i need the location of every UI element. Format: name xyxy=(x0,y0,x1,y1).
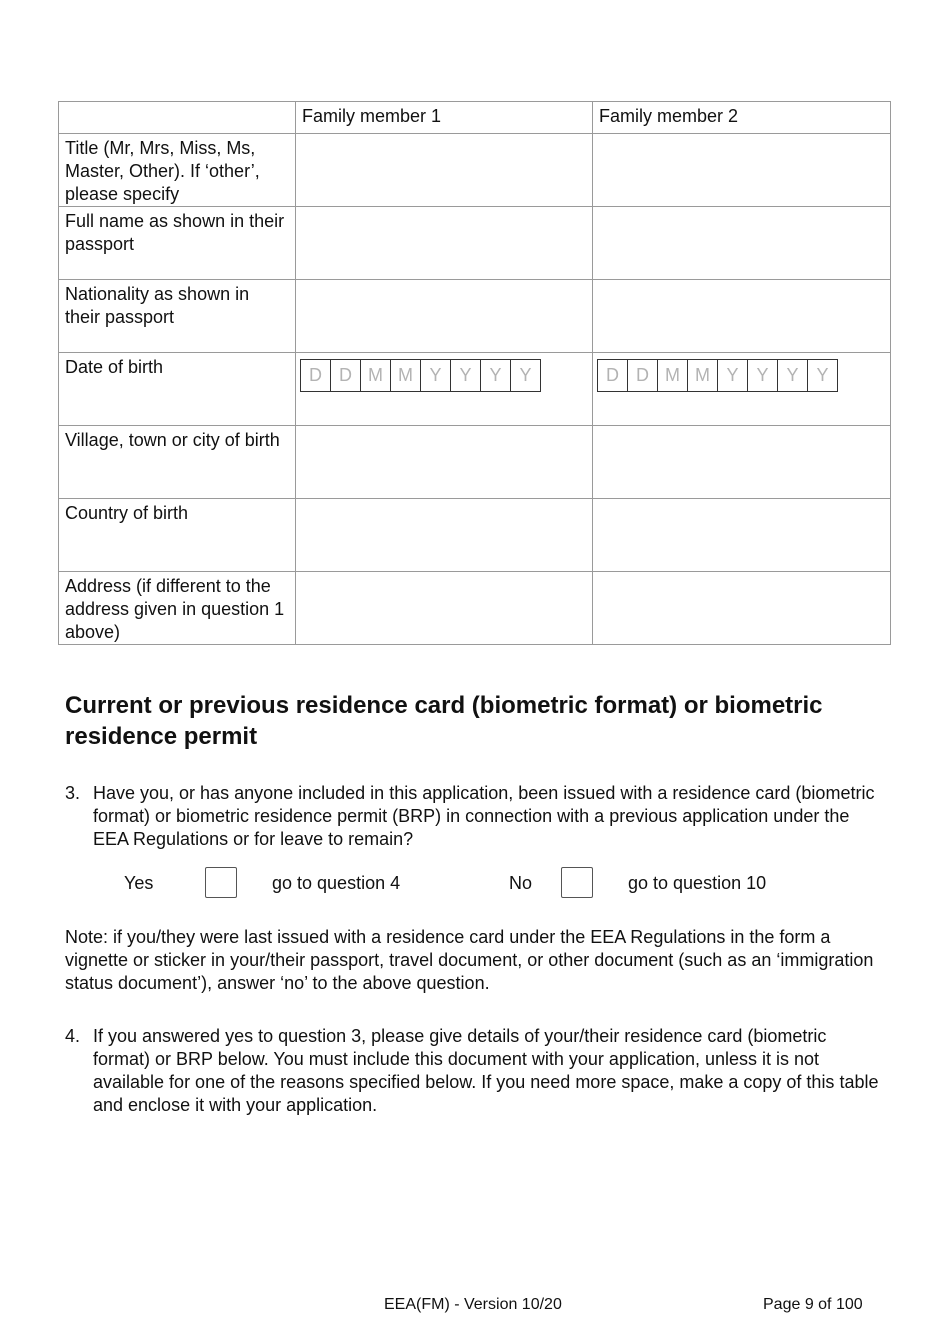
dob-cell-member-1 xyxy=(296,353,593,426)
table-row-full-name xyxy=(59,207,891,280)
header-family-member-2: Family member 2 xyxy=(593,102,891,134)
row-label-address: Address (if different to the address given in question 1 above) xyxy=(59,572,296,645)
yes-label: Yes xyxy=(124,873,154,893)
nationality-field-member-2[interactable] xyxy=(593,280,891,353)
full-name-field-member-1[interactable] xyxy=(296,207,593,280)
no-goto-text: go to question 10 xyxy=(628,873,767,893)
no-checkbox[interactable] xyxy=(561,867,593,898)
family-members-table xyxy=(58,101,891,645)
dob-box-day[interactable]: D xyxy=(309,365,322,385)
dob-box-year[interactable]: Y xyxy=(510,360,540,391)
header-family-member-1: Family member 1 xyxy=(296,102,593,134)
table-row-nationality xyxy=(59,280,891,353)
dob-box-month[interactable]: M xyxy=(657,360,687,391)
row-label-date-of-birth: Date of birth xyxy=(59,353,296,426)
full-name-field-member-2[interactable] xyxy=(593,207,891,280)
table-row-title xyxy=(59,134,891,207)
question-3-number: 3. xyxy=(65,783,81,803)
dob-box-year[interactable]: Y xyxy=(807,360,837,391)
table-row-address xyxy=(59,572,891,645)
row-label-full-name: Full name as shown in their passport xyxy=(59,207,296,280)
no-label: No xyxy=(509,873,533,893)
question-4-number: 4. xyxy=(65,1026,81,1046)
table-row-date-of-birth xyxy=(59,353,891,426)
dob-box-month[interactable]: M xyxy=(687,360,717,391)
dob-cell-member-2 xyxy=(593,353,891,426)
table-header-row xyxy=(59,102,891,134)
dob-box-year[interactable]: Y xyxy=(717,360,747,391)
dob-box-year[interactable]: Y xyxy=(420,360,450,391)
table-row-country-of-birth xyxy=(59,499,891,572)
question-3-text: Have you, or has anyone included in this application, been issued with a residence card (biometric format) or biometric residence permit (BRP) in connection with a previous application under the EEA Regulations or for leave to remain? xyxy=(93,783,875,849)
dob-box-month[interactable]: M xyxy=(360,360,390,391)
question-4 xyxy=(65,1025,885,1117)
nationality-field-member-1[interactable] xyxy=(296,280,593,353)
row-label-country-of-birth: Country of birth xyxy=(59,499,296,572)
country-of-birth-field-member-1[interactable] xyxy=(296,499,593,572)
row-label-place-of-birth: Village, town or city of birth xyxy=(59,426,296,499)
dob-box-day[interactable]: D xyxy=(330,360,360,391)
dob-boxes-member-1[interactable] xyxy=(300,359,541,392)
dob-box-month[interactable]: M xyxy=(390,360,420,391)
address-field-member-2[interactable] xyxy=(593,572,891,645)
row-label-nationality: Nationality as shown in their passport xyxy=(59,280,296,353)
dob-box-day[interactable]: D xyxy=(606,365,619,385)
header-blank-cell xyxy=(59,102,296,134)
dob-box-year[interactable]: Y xyxy=(777,360,807,391)
page-number: Page 9 of 100 xyxy=(763,1296,863,1313)
dob-boxes-member-2[interactable] xyxy=(597,359,838,392)
dob-box-day[interactable]: D xyxy=(627,360,657,391)
country-of-birth-field-member-2[interactable] xyxy=(593,499,891,572)
address-field-member-1[interactable] xyxy=(296,572,593,645)
section-heading: Current or previous residence card (biometric format) or biometric residence permit xyxy=(65,692,823,750)
title-field-member-2[interactable] xyxy=(593,134,891,207)
table-row-place-of-birth xyxy=(59,426,891,499)
dob-box-year[interactable]: Y xyxy=(450,360,480,391)
yes-goto-text: go to question 4 xyxy=(272,873,401,893)
row-label-title: Title (Mr, Mrs, Miss, Ms, Master, Other). If ‘other’, please specify xyxy=(59,134,296,207)
form-version: EEA(FM) - Version 10/20 xyxy=(384,1296,562,1313)
yes-checkbox[interactable] xyxy=(205,867,237,898)
dob-box-year[interactable]: Y xyxy=(747,360,777,391)
note-text: Note: if you/they were last issued with a residence card under the EEA Regulations in the form a vignette or sticker in your/their passport, travel document, or other document (such as an ‘immigration status document’), answer ‘no’ to the above question. xyxy=(65,927,874,993)
question-4-text: If you answered yes to question 3, please give details of your/their residence card (biometric format) or BRP below. You must include this document with your application, unless it is not available for one of the reasons specified below. If you need more space, make a copy of this table and enclose it with your application. xyxy=(93,1026,879,1115)
question-3 xyxy=(65,782,885,851)
title-field-member-1[interactable] xyxy=(296,134,593,207)
place-of-birth-field-member-2[interactable] xyxy=(593,426,891,499)
dob-box-year[interactable]: Y xyxy=(480,360,510,391)
place-of-birth-field-member-1[interactable] xyxy=(296,426,593,499)
